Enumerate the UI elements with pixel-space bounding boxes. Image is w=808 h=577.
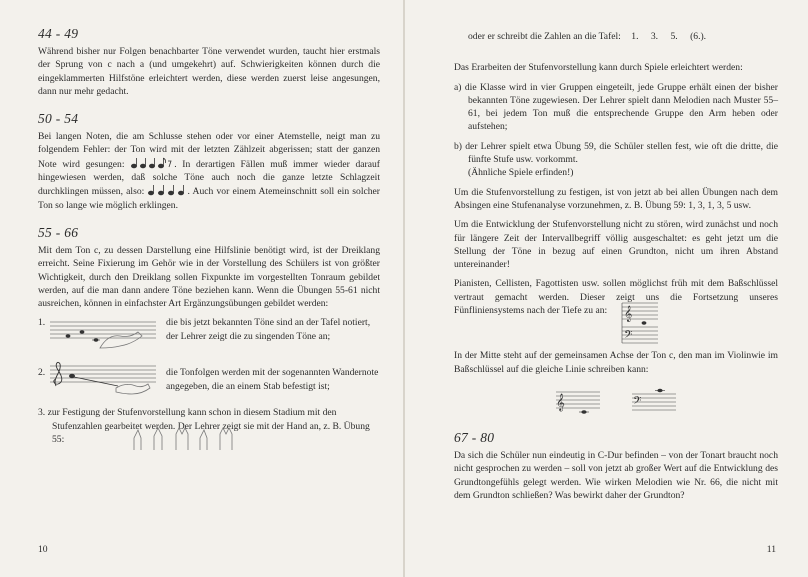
section-heading-55-66: 55 - 66: [38, 224, 79, 240]
list-item-a: a) die Klasse wird in vier Gruppen eingeteilt, jede Gruppe erhält einen der bisher bekannten Töne zugewiesen. Der Lehrer spielt dann Melodien nach Muster 55–61, bei jedem Ton muß die entsprechende Gruppe den Arm heben oder aufstehen;: [454, 81, 778, 133]
paragraph-stufenanalyse: Um die Stufenvorstellung zu festigen, ist von jetzt ab bei allen Übungen nach dem Absingen eine Stufenanalyse vorzunehmen, z. B. Übung 59: 1, 3, 1, 3, 5 usw.: [454, 186, 778, 211]
paragraph-bass-container: [454, 277, 778, 345]
paragraph-tafel: oder er schreibt die Zahlen an die Tafel: 1. 3. 5. (6.).: [468, 31, 707, 42]
paragraph-mitte: In der Mitte steht auf der gemeinsamen Achse der Ton c, den man im Violinwie im Baßschlüssel auf die gleiche Linie schreiben kann:: [454, 350, 778, 375]
treble-clef-staff-icon: [554, 388, 602, 414]
svg-text:𝄞: 𝄞: [556, 392, 565, 411]
page-number: 11: [766, 544, 776, 555]
item-number: 1.: [38, 317, 46, 329]
clef-comparison: [454, 388, 778, 414]
item-text: die Tonfolgen werden mit der sogenannten Wandernote angegeben, die an einem Stab befestigt ist;: [166, 367, 379, 392]
bass-clef-staff-icon: [630, 388, 678, 414]
number-3: 3.: [650, 31, 659, 42]
paragraph-44-49: Während bisher nur Folgen benachbarter Töne verwendet wurden, taucht hier erstmals der Sprung von c nach a (und umgekehrt) auf. Schwierigkeiten können durch die eingeklammerten Hilfstöne erleichtert werden, diese werden zuerst leise angesungen, dann nur mehr gedacht.: [38, 46, 380, 97]
rhythm-notes-icon-2: [147, 184, 187, 196]
page-number: 10: [38, 544, 48, 555]
list-item: [38, 358, 380, 398]
rhythm-notes-icon: [130, 157, 174, 169]
section-heading-67-80: 67 - 80: [454, 429, 495, 445]
paragraph-55-66: Mit dem Ton c, zu dessen Darstellung eine Hilfslinie benötigt wird, ist der Dreiklang erreicht. Seine Fixierung im Gehör wie in der Vorstellung des Schülers ist von größter Wichtigkeit, durch den Dreiklang sollen Fixpunkte im vorgestellten Tonraum gebildet werden, auf die man dann andere Töne beziehen kann. Wenn die Übungen 55-61 nicht ausreichen, können in einfachster Art Ergänzungsübungen gebildet werden:: [38, 244, 380, 310]
number-5: 5.: [670, 31, 678, 42]
list-item: [38, 316, 380, 352]
svg-text:𝄢: 𝄢: [633, 394, 642, 410]
wandering-note-staff-icon: [48, 358, 160, 398]
list-item: [38, 406, 380, 454]
item-number: 2.: [38, 367, 46, 379]
list-item-b: b) der Lehrer spielt etwa Übung 59, die Schüler stellen fest, wie oft die dritte, die fünfte Stufe usw. vorkommt.: [454, 140, 778, 166]
svg-text:𝄢: 𝄢: [624, 329, 633, 345]
section-heading-44-49: 44 - 49: [38, 26, 79, 41]
right-page: [404, 0, 808, 577]
item-text: 3. zur Festigung der Stufenvorstellung kann schon in diesem Stadium mit den Stufenzahlen gearbeitet werden. Der Lehrer zeigt sie mit der Hand an, z. B. Übung 55:: [38, 407, 370, 446]
paragraph-50-54: Bei langen Noten, die am Schlusse stehen oder vor einer Atemstelle, neigt man zu folgendem Fehler: der Ton wird mit der letzten Zählzeit abgerissen; statt der ganzen Note wird gesungen: . In derartigen Fällen muß immer wieder darauf hingewiesen werden, daß solche Töne auch noch die ganze letzte Schlagzeit durchklingen müssen, also: . Auch vor einem Atemeinschnitt soll ein solcher Ton so lange wie möglich erklingen.: [38, 131, 381, 211]
paragraph-67-80: Da sich die Schüler nun eindeutig in C-Dur befinden – von der Tonart braucht noch nicht gesprochen zu werden – soll von jetzt ab großer Wert auf die Entwicklung des Grundtongefühls gelegt werden. Wie wirken Melodien wie Nr. 66, die nicht mit dem Grundton schließen? Was bewirkt daher der Grundton?: [454, 449, 778, 501]
number-6: (6.).: [690, 31, 707, 42]
paragraph-intervall: Um die Entwicklung der Stufenvorstellung nicht zu stören, wird zunächst und noch für längere Zeit der Intervallbegriff völlig ausgeschaltet: es geht jetzt um die Stellung der Töne in bezug auf einen Grundton, nicht um ihren Abstand untereinander!: [454, 219, 778, 271]
paragraph-bassschluessel: Pianisten, Cellisten, Fagottisten usw. sollen möglichst früh mit dem Baßschlüssel vertraut gemacht werden. Dieser zeigt uns die Fortsetzung unseres Fünfliniensystems nach der Tiefe zu an:: [454, 278, 778, 317]
section-heading-50-54: 50 - 54: [38, 111, 79, 127]
list-item-b-note: (Ähnliche Spiele erfinden!): [468, 167, 574, 179]
item-text: die bis jetzt bekannten Töne sind an der Tafel notiert, der Lehrer zeigt die zu singenden Töne an;: [166, 317, 371, 342]
staff-pointing-hand-icon: [48, 316, 160, 352]
paragraph-spiele: Das Erarbeiten der Stufenvorstellung kann durch Spiele erleichtert werden:: [454, 62, 743, 74]
svg-text:𝄞: 𝄞: [624, 306, 633, 323]
grand-staff-icon: [620, 299, 660, 347]
number-1: 1.: [631, 31, 639, 42]
